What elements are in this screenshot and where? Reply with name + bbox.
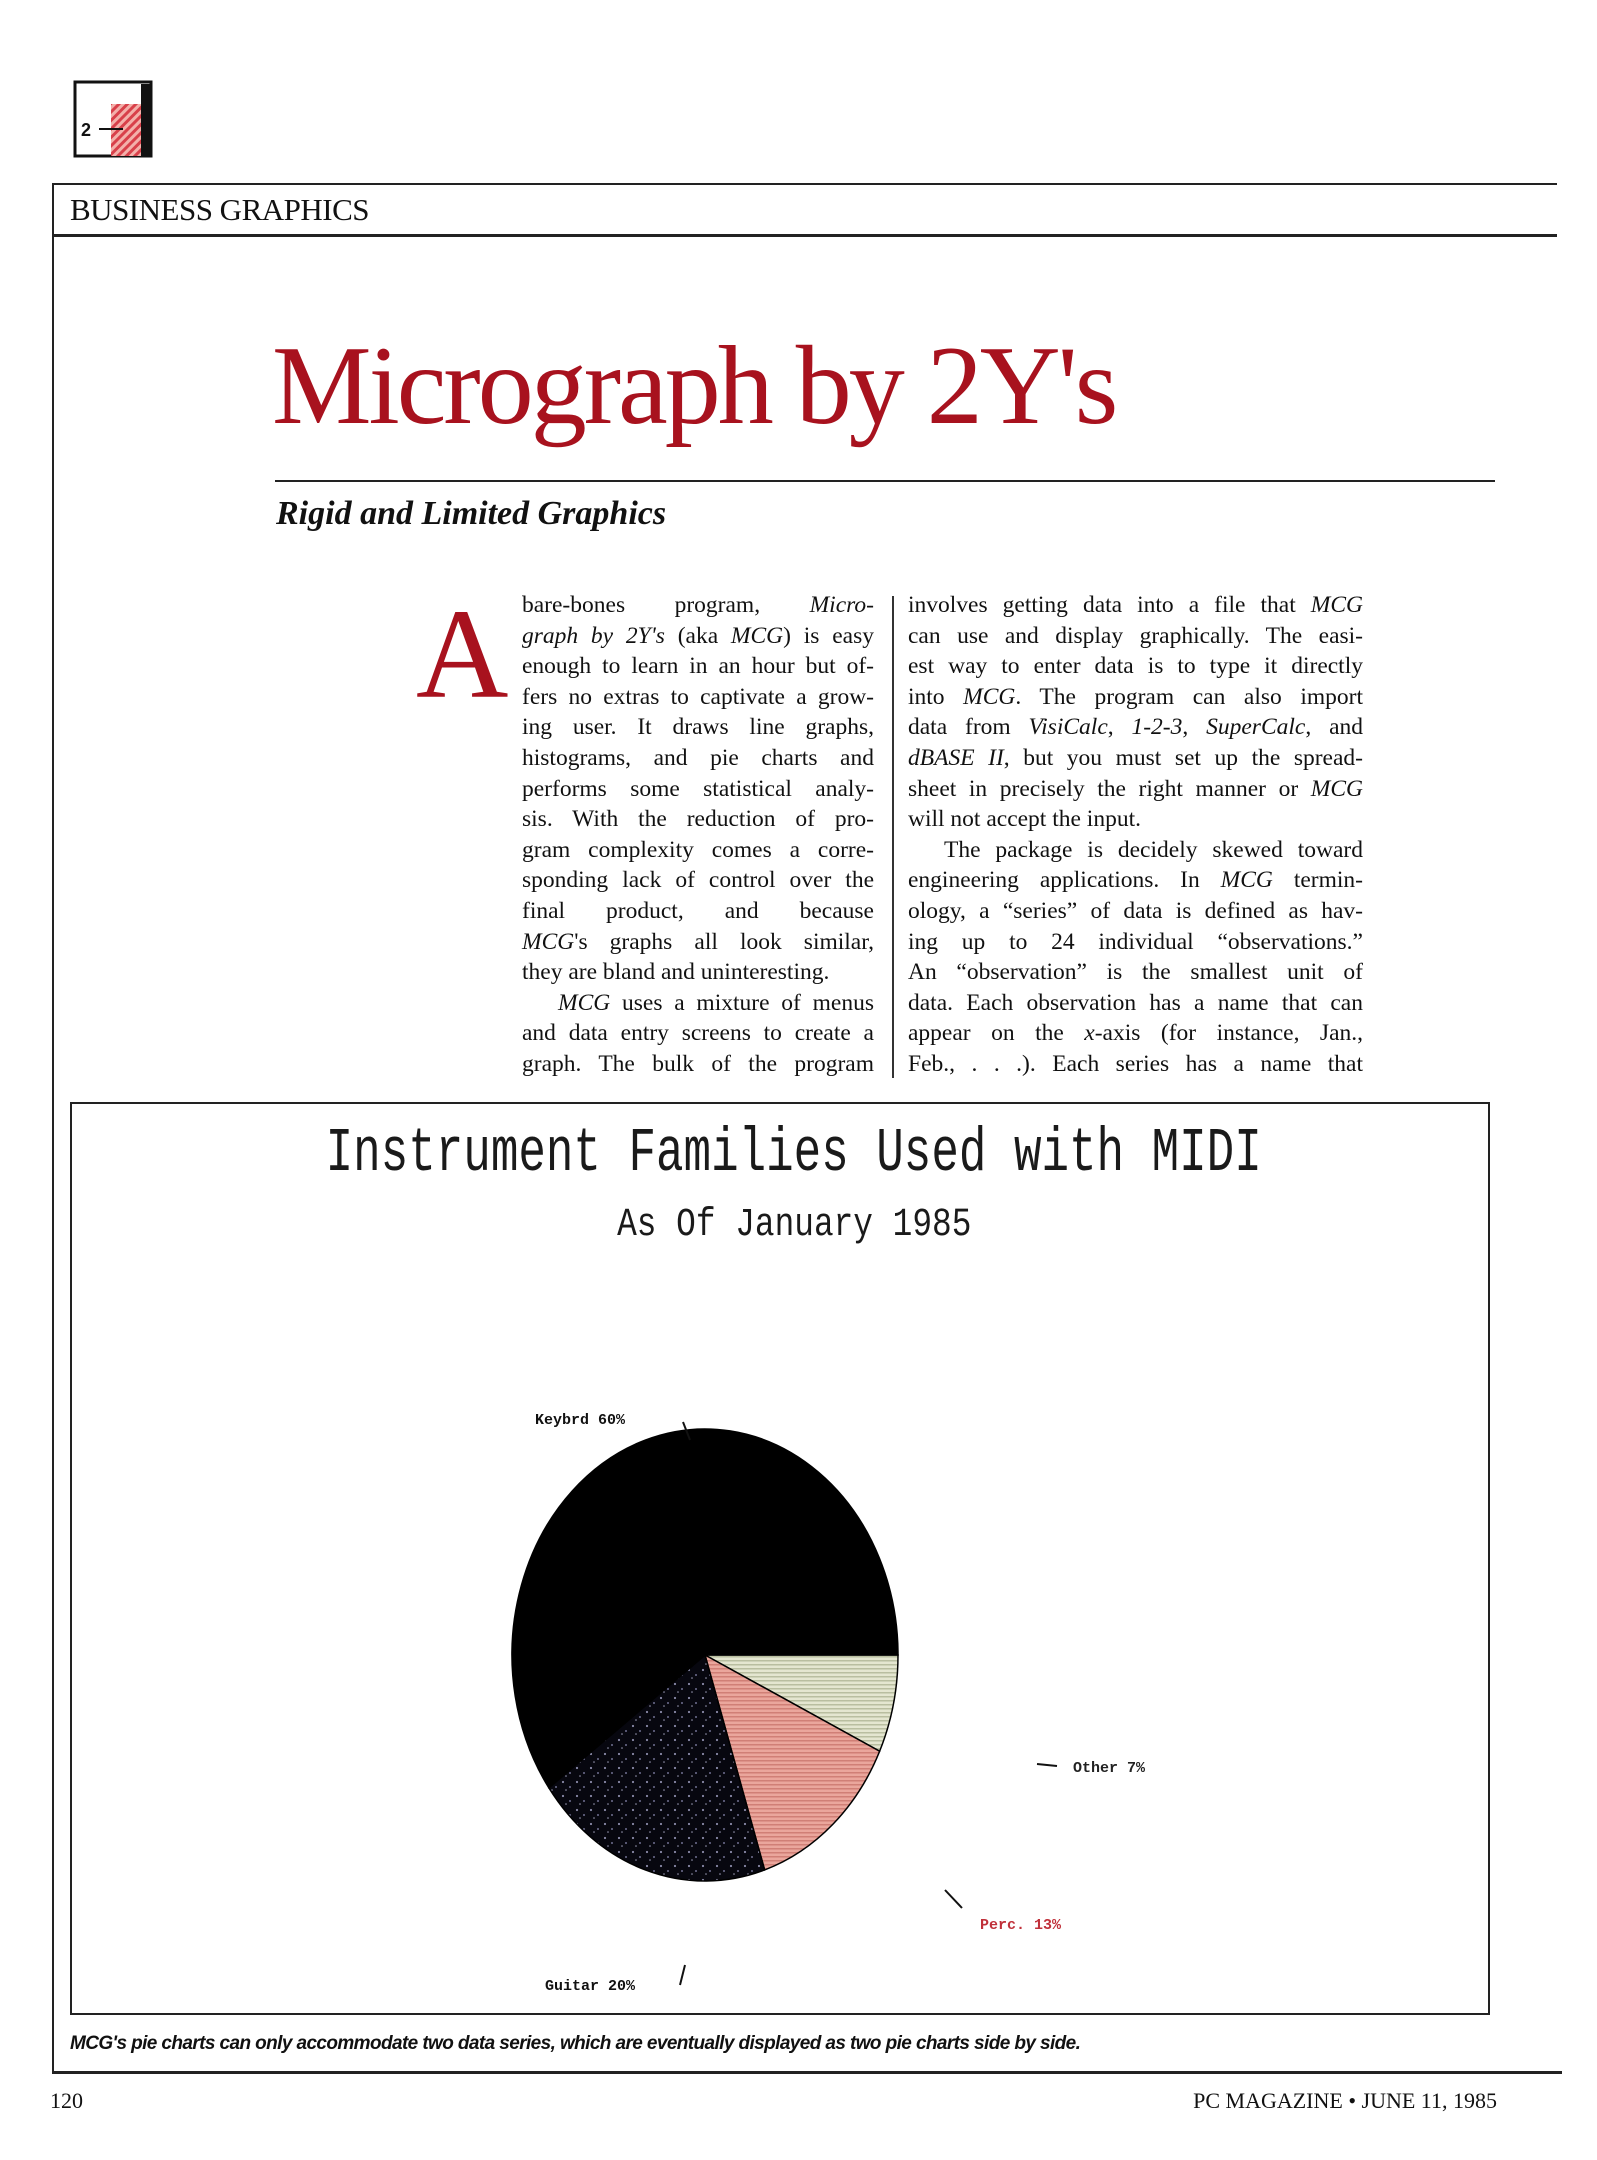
italic-text: VisiCalc [1028,714,1108,741]
text-run: , but you must set up the spread- [1003,744,1363,771]
text-run: Feb., . . .). Each series has a name that [908,1050,1363,1077]
italic-text: SuperCalc [1206,714,1306,741]
text-run: 's graphs all look similar, [574,928,874,955]
text-run: performs some statistical analy- [522,775,874,802]
slice-label: Guitar 20% [545,1978,636,1995]
text-run: (aka [664,622,731,649]
italic-text: MCG [1220,867,1273,894]
italic-text: MCG [522,928,575,955]
text-run: and data entry screens to create a [522,1020,874,1047]
text-run: involves getting data into a file that [908,592,1311,618]
text-run: bare-bones program, [522,592,810,618]
text-run: ing up to 24 individual “observations.” [908,928,1363,955]
chart-title: Instrument Families Used with MIDI [325,1118,1262,1189]
text-run: ing user. It draws line graphs, [522,714,874,741]
italic-text: MCG [1310,592,1363,618]
drop-cap: A [416,583,509,725]
text-run: they are bland and uninteresting. [522,959,830,986]
text-run: appear on the [908,1020,1085,1047]
italic-text: x [1084,1020,1095,1047]
text-run: , [1107,714,1132,741]
page-number: 120 [50,2088,83,2113]
text-run: sponding lack of control over the [522,867,874,894]
text-run: est way to enter data is to type it directly [908,653,1363,680]
text-run: -axis (for instance, Jan., [1094,1020,1363,1047]
text-run: sheet in precisely the right manner or [908,775,1311,802]
chart-subtitle: As Of January 1985 [617,1203,972,1248]
leader-line [680,1965,685,1985]
text-run: . The program can also import [1015,683,1363,710]
article-subtitle: Rigid and Limited Graphics [276,495,667,532]
figure-caption: MCG's pie charts can only accommodate two data series, which are eventually displayed as two pie charts side by side. [70,2033,1081,2054]
article-title: Micrograph by 2Y's [272,324,1116,448]
italic-text: 1-2-3 [1131,714,1183,741]
text-run: ) is easy [783,622,874,649]
slice-label: Other 7% [1073,1760,1146,1777]
text-run: , [1182,714,1207,741]
slice-label: Keybrd 60% [535,1412,626,1429]
text-run: uses a mixture of menus [610,989,874,1016]
text-run: , and [1305,714,1364,741]
italic-text: Micro- [809,592,874,618]
text-run: data from [908,714,1029,741]
text-run: final product, and because [522,897,874,924]
text-run: sis. With the reduction of pro- [522,806,874,833]
text-run: termin- [1272,867,1363,894]
logo-number: 2 [81,120,92,140]
text-run: enough to learn in an hour but of- [522,653,874,680]
text-run: data. Each observation has a name that can [908,989,1363,1016]
text-run: engineering applications. In [908,867,1221,894]
text-run: ology, a “series” of data is defined as hav- [908,897,1363,924]
text-run: into [908,683,964,710]
text-run: fers no extras to captivate a grow- [522,683,874,710]
text-run: graph. The bulk of the program [522,1050,874,1077]
text-run: can use and display graphically. The easi- [908,622,1363,649]
italic-text: MCG [558,989,611,1016]
section-label: BUSINESS GRAPHICS [70,192,370,227]
italic-text: MCG [730,622,784,649]
publication-line: PC MAGAZINE • JUNE 11, 1985 [1193,2088,1497,2113]
leader-line [945,1890,962,1908]
leader-line [1037,1764,1057,1766]
italic-text: MCG [963,683,1016,710]
text-run: gram complexity comes a corre- [522,836,874,863]
footer-rule [52,2071,1562,2074]
text-run: The package is decidely skewed toward [944,836,1363,863]
text-run: An “observation” is the smallest unit of [908,959,1363,986]
italic-text: graph by 2Y's [522,622,665,649]
text-run: will not accept the input. [908,806,1141,833]
italic-text: MCG [1310,775,1363,802]
text-run: histograms, and pie charts and [522,744,874,771]
italic-text: dBASE II [908,744,1004,771]
slice-label: Perc. 13% [980,1917,1062,1934]
